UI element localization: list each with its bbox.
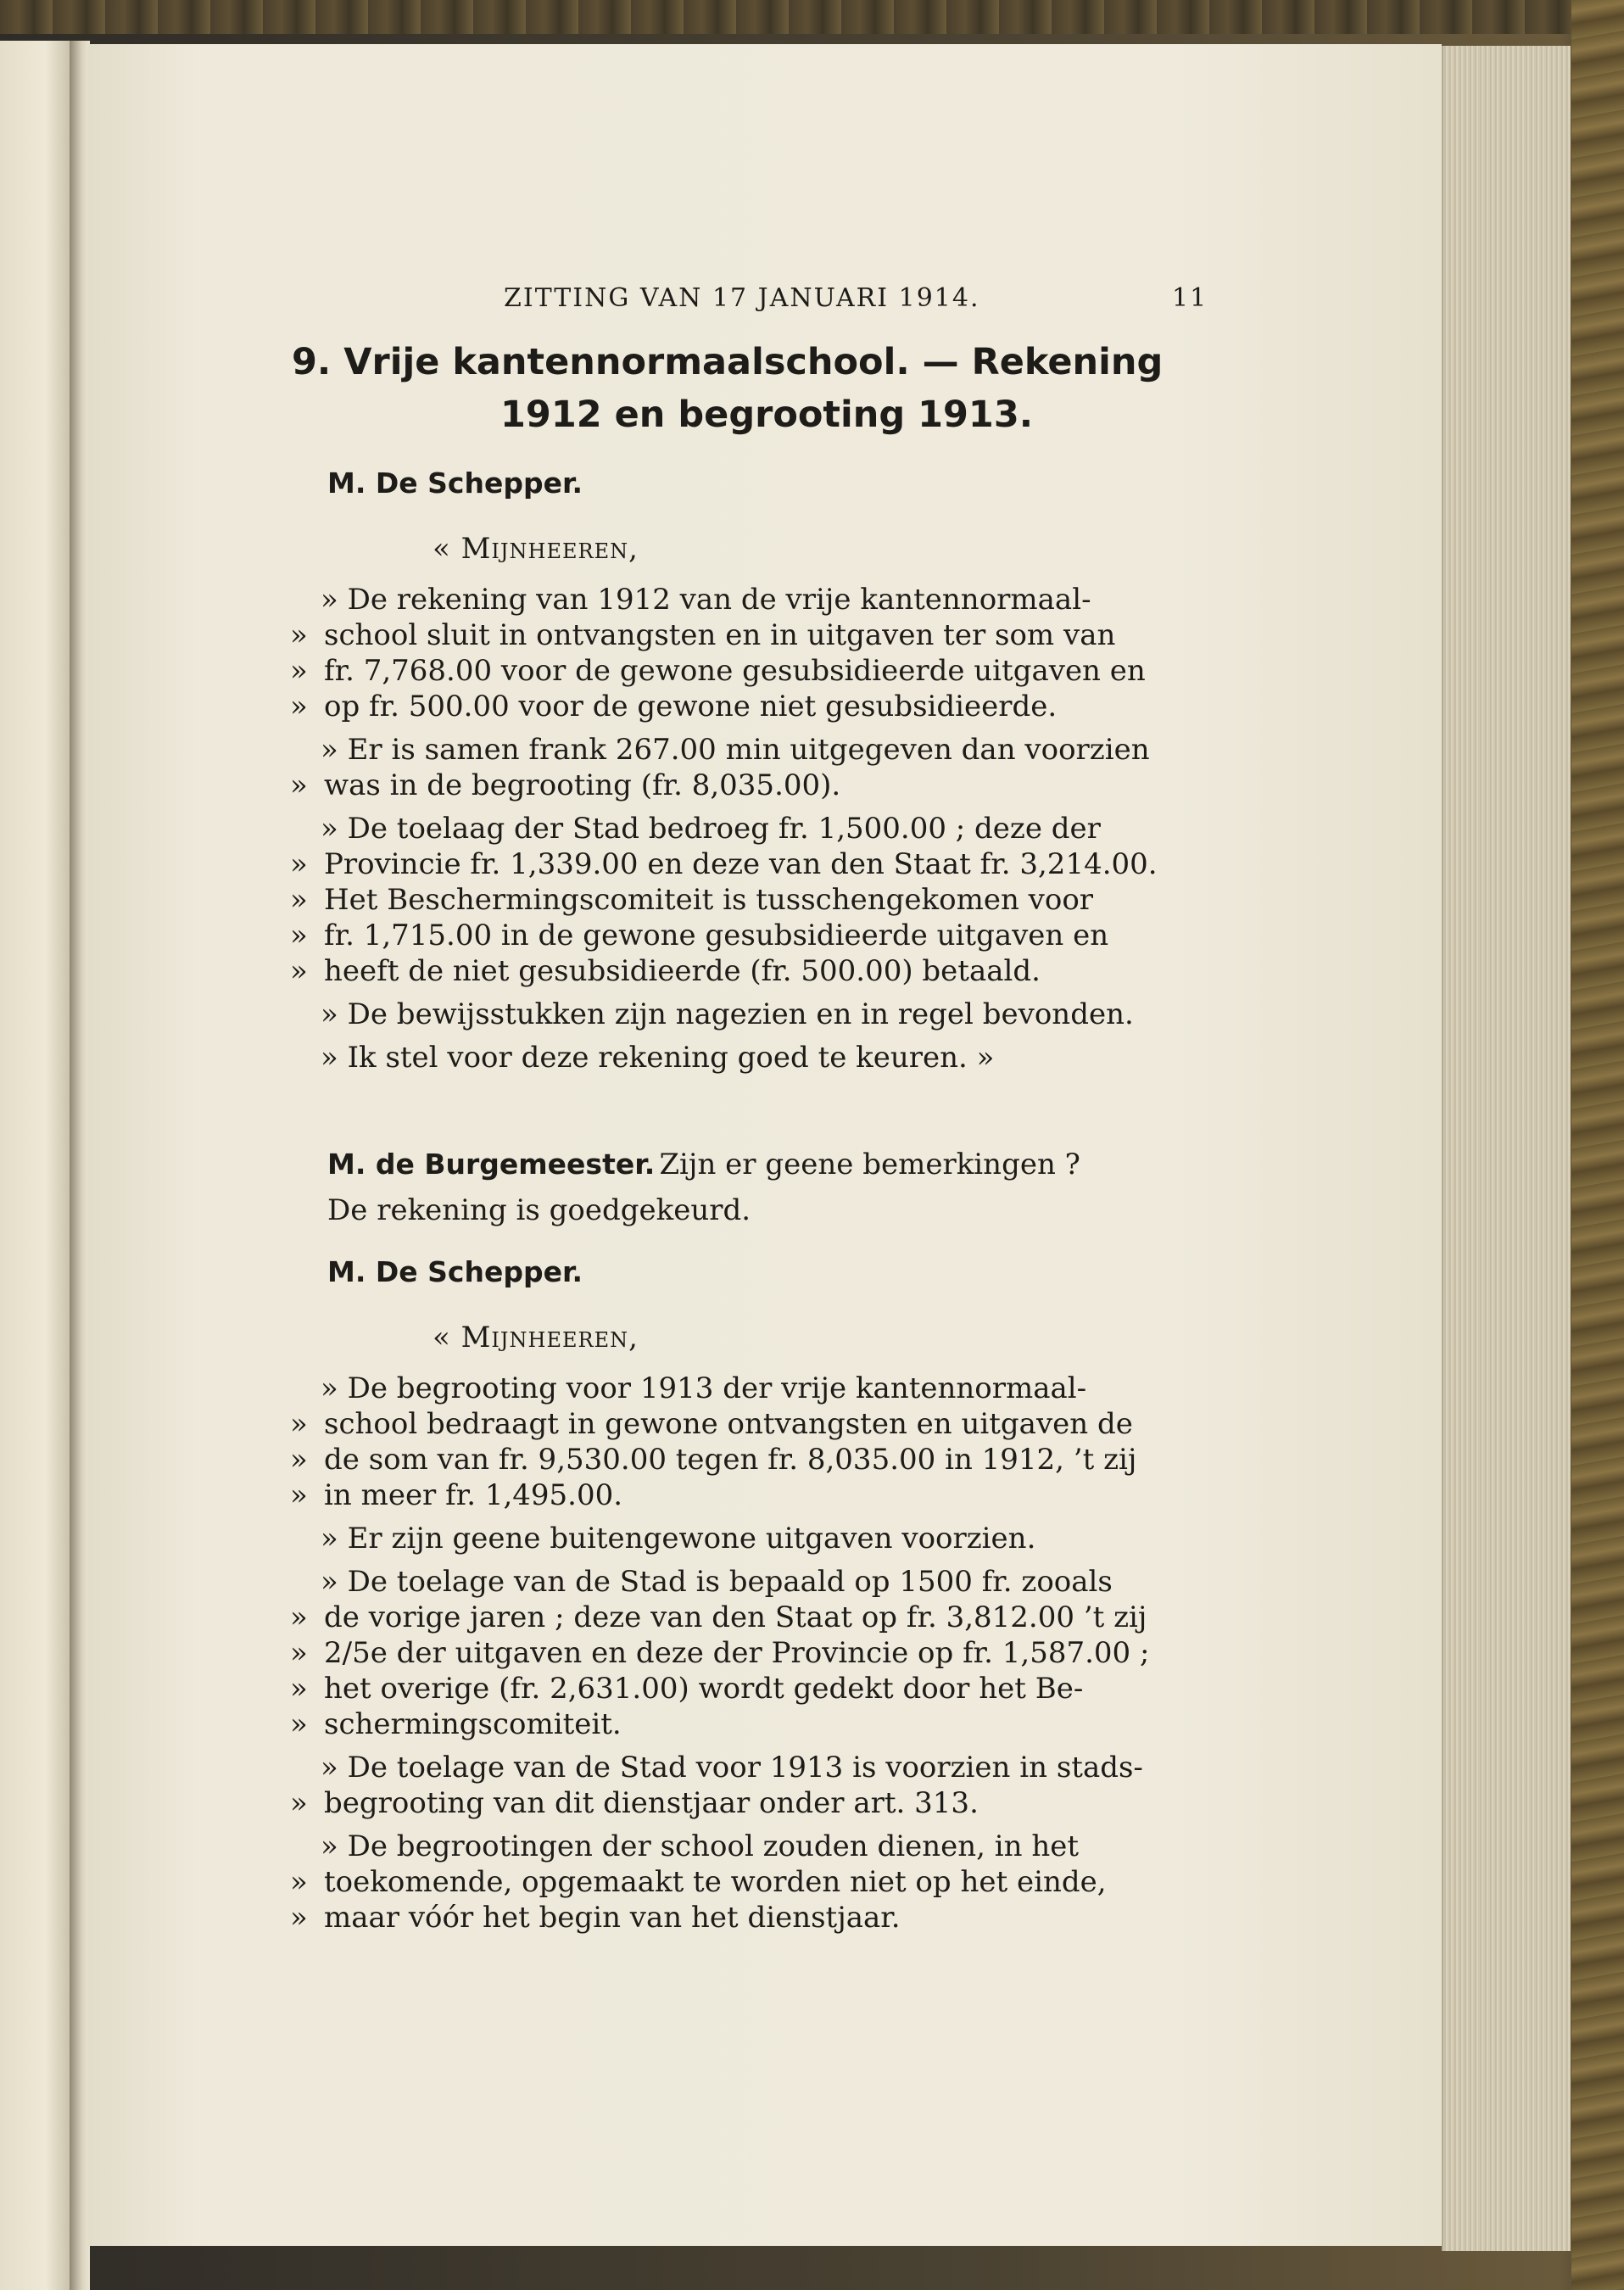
line-text: » De begrooting voor 1913 der vrije kantennormaal- [321, 1371, 1087, 1405]
continuation-quote: » [290, 618, 308, 652]
line-text: toekomende, opgemaakt te worden niet op het einde, [324, 1865, 1107, 1899]
continuation-quote: » [290, 847, 308, 881]
continuation-quote: » [290, 654, 308, 688]
salutation: « Mijnheeren, [433, 1321, 639, 1354]
line-text: het overige (fr. 2,631.00) wordt gedekt door het Be- [324, 1672, 1084, 1706]
book-gutter [70, 41, 90, 2290]
section-title-line-2: 1912 en begrooting 1913. [500, 394, 1034, 436]
continuation-quote: » [290, 768, 308, 802]
line-text: de som van fr. 9,530.00 tegen fr. 8,035.00 in 1912, ’t zij [324, 1443, 1137, 1477]
running-header: ZITTING VAN 17 JANUARI 1914. [504, 283, 980, 313]
line-text: de vorige jaren ; deze van den Staat op fr. 3,812.00 ’t zij [324, 1600, 1147, 1634]
continuation-quote: » [290, 1786, 308, 1820]
line-text: » De begrootingen der school zouden dienen, in het [321, 1829, 1080, 1863]
continuation-quote: » [290, 1901, 308, 1935]
speaker-name: M. De Schepper. [327, 1255, 583, 1288]
continuation-quote: » [290, 1865, 308, 1899]
book-spine-edge [1571, 0, 1624, 2290]
continuation-quote: » [290, 883, 308, 917]
line-text: maar vóór het begin van het dienstjaar. [324, 1901, 901, 1935]
line-text: begrooting van dit dienstjaar onder art. 313. [324, 1786, 979, 1820]
line-text: » De toelage van de Stad is bepaald op 1500 fr. zooals [321, 1565, 1113, 1599]
book-top-edge [0, 0, 1624, 34]
line-text: » Er is samen frank 267.00 min uitgegeven dan voorzien [321, 733, 1150, 767]
continuation-quote: » [290, 1478, 308, 1512]
line-text: 2/5e der uitgaven en deze der Provincie op fr. 1,587.00 ; [324, 1636, 1150, 1670]
salutation: « Mijnheeren, [433, 532, 639, 566]
continuation-quote: » [290, 1636, 308, 1670]
speaker-name: M. de Burgemeester. [327, 1148, 656, 1181]
line-text: » De rekening van 1912 van de vrije kantennormaal- [321, 583, 1091, 617]
line-text: fr. 1,715.00 in de gewone gesubsidieerde uitgaven en [324, 919, 1109, 952]
line-text: » Er zijn geene buitengewone uitgaven voorzien. [321, 1522, 1036, 1556]
line-text: was in de begrooting (fr. 8,035.00). [324, 768, 841, 802]
line-text: » De toelage van de Stad voor 1913 is voorzien in stads- [321, 1751, 1143, 1785]
line-text: Het Beschermingscomiteit is tusschengekomen voor [324, 883, 1094, 917]
section-title-line-1: 9. Vrije kantennormaalschool. — Rekening [292, 341, 1164, 383]
line-text: school sluit in ontvangsten en in uitgaven ter som van [324, 618, 1116, 652]
continuation-quote: » [290, 1707, 308, 1741]
continuation-quote: » [290, 1407, 308, 1441]
continuation-quote: » [290, 919, 308, 952]
continuation-quote: » [290, 690, 308, 723]
line-text: schermingscomiteit. [324, 1707, 622, 1741]
line-text: school bedraagt in gewone ontvangsten en uitgaven de [324, 1407, 1133, 1441]
mayor-remark [327, 1147, 1080, 1182]
line-text: heeft de niet gesubsidieerde (fr. 500.00) betaald. [324, 954, 1041, 988]
line-text: in meer fr. 1,495.00. [324, 1478, 623, 1512]
continuation-quote: » [290, 1443, 308, 1477]
page-number: 11 [1172, 283, 1208, 313]
line-text: fr. 7,768.00 voor de gewone gesubsidieerde uitgaven en [324, 654, 1146, 688]
continuation-quote: » [290, 1672, 308, 1706]
line-text: » Ik stel voor deze rekening goed te keuren. » [321, 1041, 995, 1075]
mayor-question: Zijn er geene bemerkingen ? [659, 1148, 1080, 1181]
line-text: op fr. 500.00 voor de gewone niet gesubsidieerde. [324, 690, 1058, 723]
continuation-quote: » [290, 1600, 308, 1634]
page-stack-edge [1442, 46, 1571, 2251]
continuation-quote: » [290, 954, 308, 988]
book-page [88, 44, 1442, 2246]
line-text: Provincie fr. 1,339.00 en deze van den Staat fr. 3,214.00. [324, 847, 1158, 881]
mayor-result: De rekening is goedgekeurd. [327, 1193, 751, 1227]
speaker-name: M. De Schepper. [327, 466, 583, 500]
line-text: » De bewijsstukken zijn nagezien en in regel bevonden. [321, 997, 1134, 1031]
line-text: » De toelaag der Stad bedroeg fr. 1,500.00 ; deze der [321, 812, 1101, 846]
